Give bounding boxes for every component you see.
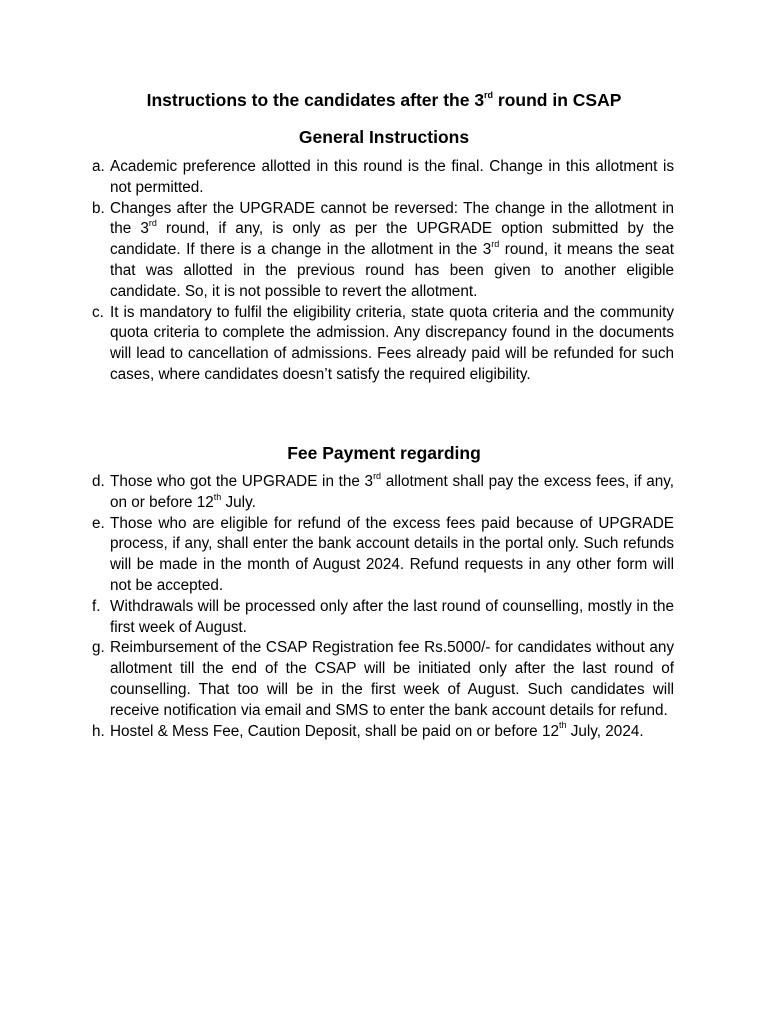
list-item-text: allotment shall pay the excess fees, if any, on or before 12 [110,473,675,511]
list-item-text: round, if any, is only as per the UPGRADE option submitted by the candidate. If there is a change in the allotment in the 3 [110,220,674,259]
list-item-marker: b. [92,199,105,217]
list-item-marker: h. [92,722,105,740]
list-item-text: Academic preference allotted in this round is the final. Change in this allotment is not permitted. [110,158,674,196]
list-item-superscript: th [213,491,222,502]
list-item [92,514,674,597]
document-title [0,88,768,112]
list-item-text: Reimbursement of the CSAP Registration fee Rs.5000/- for candidates without any allotment till the end of the CSAP will be initiated only after the last round of counselling. That too will be in the first week of August. Such candidates will receive notification via email and SMS to enter the bank account details for refund. [110,639,674,719]
list-item [92,303,674,386]
list-item-superscript: rd [491,239,500,250]
list-item-superscript: rd [373,470,382,481]
title-text: Instructions to the candidates after the 3 [146,90,485,110]
list-item-text: round, it means the seat that was allotted in the previous round has been given to another eligible candidate. So, it is not possible to revert the allotment. [110,241,674,300]
list-item-marker: a. [92,158,105,175]
list-item [92,157,674,199]
list-item-text: It is mandatory to fulfil the eligibility criteria, state quota criteria and the community quota criteria to complete the admission. Any discrepancy found in the documents will lead to cancellation of admissions. Fees already paid will be refunded for such cases, where candidates doesn’t satisfy the required eligibility. [110,303,674,383]
title-superscript: rd [484,90,494,101]
fee-payment-list [92,472,674,742]
list-item-text: Changes after the UPGRADE cannot be reversed: The change in the allotment in the 3 [110,199,674,238]
list-item-superscript: rd [148,218,157,229]
list-item-marker: e. [92,514,105,532]
list-item-marker: f. [92,597,101,615]
general-instructions-list [92,157,674,386]
list-item [92,597,674,639]
section-heading-fee-payment: Fee Payment regarding [287,443,481,463]
list-item-text: Withdrawals will be processed only after the last round of counselling, mostly in the first week of August. [110,597,674,636]
list-item-text: Those who are eligible for refund of the excess fees paid because of UPGRADE process, if any, shall enter the bank account details in the portal only. Such refunds will be made in the month of August 2024. Refund requests in any other form will not be accepted. [110,514,674,594]
list-item [92,199,674,303]
list-item [92,722,674,743]
list-item-marker: c. [92,303,104,321]
list-item [92,638,674,721]
list-item-text: July, 2024. [566,722,644,740]
list-item-text: Those who got the UPGRADE in the 3 [110,473,374,490]
list-item-superscript: th [558,720,567,731]
list-item-text: Hostel & Mess Fee, Caution Deposit, shall be paid on or before 12 [110,722,559,740]
section-heading-general-instructions: General Instructions [298,127,470,147]
list-item-marker: d. [92,473,105,490]
title-text-end: round in CSAP [493,90,622,110]
list-item-text: July. [221,493,256,511]
list-item [92,472,674,514]
list-item-marker: g. [92,639,105,657]
